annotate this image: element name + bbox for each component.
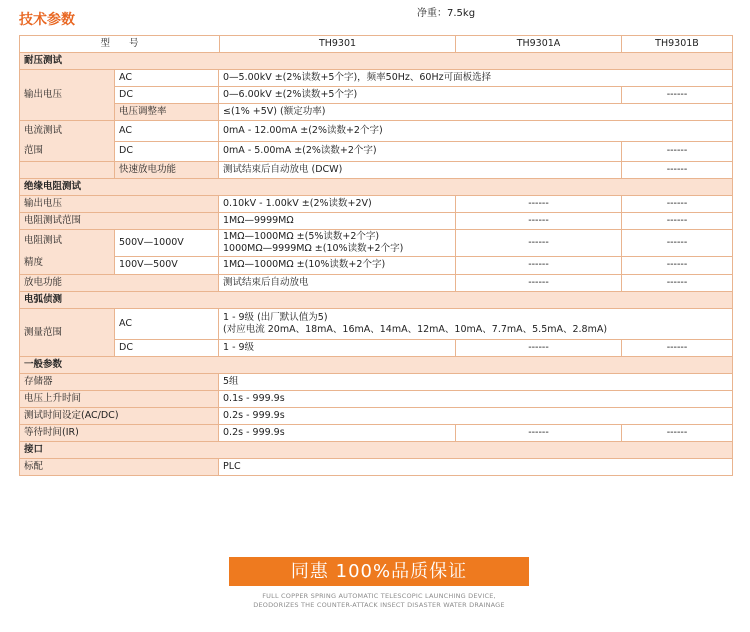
table-row: DC 0mA - 5.00mA ±(2%读数+2个字) ------	[20, 141, 733, 162]
table-row: 存储器 5组	[20, 374, 733, 391]
table-row: DC 0—6.00kV ±(2%读数+5个字) ------	[20, 87, 733, 104]
col-header-th9301b: TH9301B	[622, 36, 733, 53]
section-title: 技术参数	[19, 12, 75, 28]
table-row: 输出电压 0.10kV - 1.00kV ±(2%读数+2V) ------ ------	[20, 196, 733, 213]
footer-line-1: FULL COPPER SPRING AUTOMATIC TELESCOPIC LAUNCHING DEVICE,	[262, 592, 496, 600]
table-row: 测量范围 AC 1 - 9级 (出厂默认值为5) (对应电流 20mA、18mA、16mA、14mA、12mA、10mA、7.7mA、5.5mA、2.8mA)	[20, 309, 733, 340]
spec-table	[19, 35, 733, 476]
section-interface: 接口	[20, 442, 733, 459]
section-withstand: 耐压测试	[20, 53, 733, 70]
quality-banner: 同惠 100%品质保证	[229, 557, 529, 586]
footer-line-2: DEODORIZES THE COUNTER-ATTACK INSECT DISASTER WATER DRAINAGE	[253, 601, 505, 609]
section-insulation: 绝缘电阻测试	[20, 179, 733, 196]
table-row: 输出电压 AC 0—5.00kV ±(2%读数+5个字)，频率50Hz、60Hz可面板选择	[20, 70, 733, 87]
table-row: 电压上升时间 0.1s - 999.9s	[20, 391, 733, 408]
row-label-current-range: 电流测试 范围	[20, 121, 115, 162]
col-header-model-label: 型 号 TH9301	[20, 36, 456, 53]
table-row: 等待时间(IR) 0.2s - 999.9s ------ ------	[20, 425, 733, 442]
row-label-accuracy: 电阻测试 精度	[20, 230, 115, 275]
net-weight: 净重：7.5kg	[417, 8, 476, 19]
section-general: 一般参数	[20, 357, 733, 374]
table-row: 测试时间设定(AC/DC) 0.2s - 999.9s	[20, 408, 733, 425]
table-header	[20, 36, 733, 53]
table-row: 电流测试 范围 AC 0mA - 12.00mA ±(2%读数+2个字)	[20, 121, 733, 142]
table-row: 放电功能 测试结束后自动放电 ------ ------	[20, 275, 733, 292]
table-row: DC 1 - 9级 ------ ------	[20, 340, 733, 357]
table-row: 快速放电功能 测试结束后自动放电 (DCW) ------	[20, 162, 733, 179]
table-row: 100V—500V 1MΩ—1000MΩ ±(10%读数+2个字) ------ ------	[20, 256, 733, 274]
table-row: 电压调整率 ≤(1% +5V) (额定功率)	[20, 104, 733, 121]
row-label-output-voltage: 输出电压	[20, 70, 115, 121]
table-row: 标配 PLC	[20, 459, 733, 476]
section-arc: 电弧侦测	[20, 292, 733, 309]
table-row: 电阻测试 精度 500V—1000V 1MΩ—1000MΩ ±(5%读数+2个字) 1000MΩ—9999MΩ ±(10%读数+2个字) ------ ------	[20, 230, 733, 257]
table-row: 电阻测试范围 1MΩ—9999MΩ ------ ------	[20, 213, 733, 230]
col-header-th9301a: TH9301A	[456, 36, 622, 53]
row-label-measure-range: 测量范围	[20, 309, 115, 357]
